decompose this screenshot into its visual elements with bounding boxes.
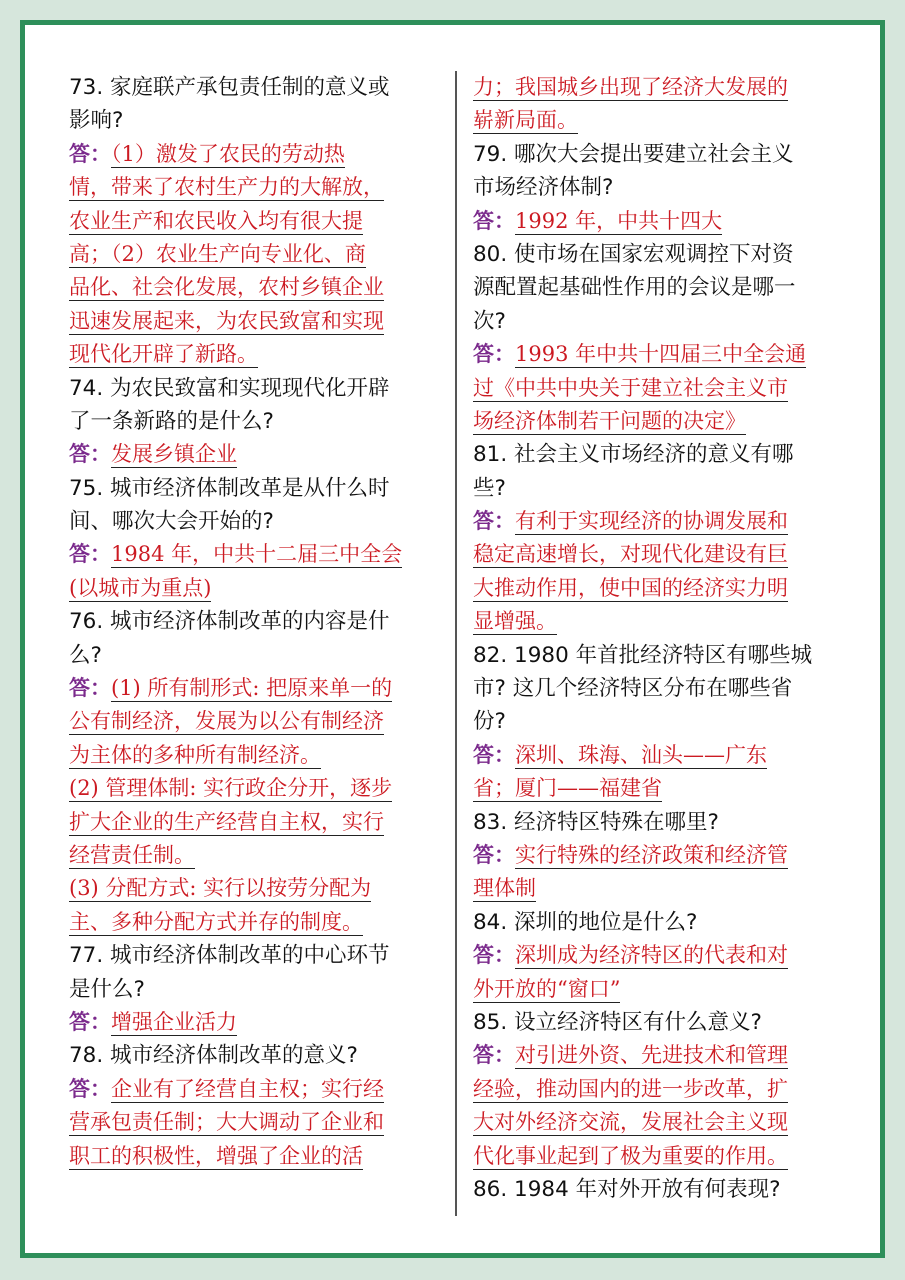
answer-line (69, 338, 457, 371)
answer-text: (以城市为重点) (69, 575, 212, 600)
answer-text: 大推动作用，使中国的经济实力明 (473, 575, 788, 600)
answer-text: 经验，推动国内的进一步改革，扩 (473, 1076, 788, 1101)
question-line (69, 405, 457, 438)
answer-text: 情，带来了农村生产力的大解放， (69, 175, 384, 200)
answer-line (69, 772, 457, 805)
answer-line (473, 372, 861, 405)
answer-text: 营承包责任制；大大调动了企业和 (69, 1110, 384, 1135)
answer-line (69, 238, 457, 271)
answer-text: 实行特殊的经济政策和经济管 (515, 842, 788, 867)
answer-text: 高；（2）农业生产向专业化、商 (69, 241, 366, 266)
question-line (69, 505, 457, 538)
question-text: 84. 深圳的地位是什么? (473, 909, 698, 935)
question-line (473, 271, 861, 304)
answer-line (69, 705, 457, 738)
question-text: 82. 1980 年首批经济特区有哪些城 (473, 642, 813, 668)
answer-text: 有利于实现经济的协调发展和 (515, 509, 788, 534)
answer-line (473, 1073, 861, 1106)
question-text: 么? (69, 642, 102, 668)
answer-line (69, 1106, 457, 1139)
question-line (473, 238, 861, 271)
question-text: 76. 城市经济体制改革的内容是什 (69, 609, 390, 635)
question-text: 74. 为农民致富和实现现代化开辟 (69, 375, 390, 401)
answer-line (69, 672, 457, 705)
question-text: 间、哪次大会开始的? (69, 509, 274, 535)
answer-text: 现代化开辟了新路。 (69, 342, 258, 367)
answer-line (473, 338, 861, 371)
answer-line (69, 839, 457, 872)
answer-line (69, 438, 457, 471)
answer-label: 答： (69, 676, 111, 701)
answer-line (69, 205, 457, 238)
answer-line (69, 171, 457, 204)
answer-line (473, 973, 861, 1006)
answer-line (69, 872, 457, 905)
question-line (69, 372, 457, 405)
question-line (473, 705, 861, 738)
page-sheet (20, 20, 885, 1258)
answer-text: 品化、社会化发展，农村乡镇企业 (69, 275, 384, 300)
question-text: 73. 家庭联产承包责任制的意义或 (69, 75, 390, 100)
question-line (69, 973, 457, 1006)
answer-line (473, 1039, 861, 1072)
answer-line (473, 572, 861, 605)
answer-line (473, 1140, 861, 1173)
answer-text: 对引进外资、先进技术和管理 (515, 1043, 788, 1068)
question-text: 市场经济体制? (473, 175, 614, 201)
answer-line (69, 806, 457, 839)
answer-line (473, 405, 861, 438)
question-text: 83. 经济特区特殊在哪里? (473, 809, 719, 835)
question-text: 80. 使市场在国家宏观调控下对资 (473, 241, 794, 267)
answer-text: 农业生产和农民收入均有很大提 (69, 208, 363, 233)
answer-label: 答： (69, 542, 111, 567)
question-text: 81. 社会主义市场经济的意义有哪 (473, 442, 794, 468)
answer-text: 迅速发展起来，为农民致富和实现 (69, 308, 384, 333)
question-line (473, 472, 861, 505)
question-text: 份? (473, 709, 506, 735)
answer-text: 1992 年，中共十四大 (515, 208, 723, 233)
answer-line (69, 305, 457, 338)
answer-text: (3) 分配方式: 实行以按劳分配为 (69, 876, 372, 901)
answer-text: 1993 年中共十四届三中全会通 (515, 342, 807, 367)
answer-line (473, 505, 861, 538)
answer-text: 理体制 (473, 876, 536, 901)
answer-line (473, 71, 861, 104)
question-line (473, 171, 861, 204)
answer-text: 过《中共中央关于建立社会主义市 (473, 375, 788, 400)
answer-line (473, 605, 861, 638)
question-line (69, 639, 457, 672)
column-divider (455, 71, 457, 1216)
question-text: 86. 1984 年对外开放有何表现? (473, 1176, 781, 1202)
answer-label: 答： (473, 342, 515, 367)
answer-label: 答： (69, 1076, 111, 1101)
answer-label: 答： (69, 442, 111, 467)
answer-line (69, 271, 457, 304)
question-line (473, 639, 861, 672)
answer-text: 显增强。 (473, 609, 557, 634)
question-text: 78. 城市经济体制改革的意义? (69, 1043, 358, 1069)
question-line (473, 1006, 861, 1039)
answer-line (473, 104, 861, 137)
answer-label: 答： (69, 1009, 111, 1034)
answer-line (473, 872, 861, 905)
answer-text: 场经济体制若干问题的决定》 (473, 408, 746, 433)
question-line (69, 1039, 457, 1072)
answer-label: 答： (473, 943, 515, 968)
answer-label: 答： (473, 208, 515, 233)
answer-text: 为主体的多种所有制经济。 (69, 742, 321, 767)
answer-text: 职工的积极性，增强了企业的活 (69, 1143, 363, 1168)
answer-line (69, 906, 457, 939)
question-line (69, 605, 457, 638)
answer-line (473, 205, 861, 238)
answer-line (69, 538, 457, 571)
answer-text: 省；厦门——福建省 (473, 776, 662, 801)
answer-text: 1984 年，中共十二届三中全会 (111, 542, 403, 567)
answer-line (473, 772, 861, 805)
answer-text: 发展乡镇企业 (111, 442, 237, 467)
answer-text: 主、多种分配方式并存的制度。 (69, 909, 363, 934)
question-text: 75. 城市经济体制改革是从什么时 (69, 475, 390, 501)
question-text: 影响? (69, 108, 124, 134)
answer-text: (1) 所有制形式: 把原来单一的 (111, 676, 393, 701)
answer-text: （1）激发了农民的劳动热 (111, 141, 345, 166)
question-line (69, 939, 457, 972)
question-text: 次? (473, 308, 506, 334)
answer-line (473, 1106, 861, 1139)
answer-text: 经营责任制。 (69, 842, 195, 867)
answer-label: 答： (473, 842, 515, 867)
answer-line (69, 572, 457, 605)
question-line (69, 71, 457, 104)
question-line (473, 138, 861, 171)
answer-text: 力；我国城乡出现了经济大发展的 (473, 75, 788, 99)
answer-line (473, 839, 861, 872)
answer-line (69, 1140, 457, 1173)
answer-text: 公有制经济，发展为以公有制经济 (69, 709, 384, 734)
question-text: 是什么? (69, 976, 145, 1002)
answer-line (69, 1006, 457, 1039)
answer-label: 答： (69, 141, 111, 166)
answer-text: 扩大企业的生产经营自主权，实行 (69, 809, 384, 834)
answer-text: 稳定高速增长，对现代化建设有巨 (473, 542, 788, 567)
question-line (69, 472, 457, 505)
question-text: 79. 哪次大会提出要建立社会主义 (473, 141, 794, 167)
question-line (473, 305, 861, 338)
answer-text: 大对外经济交流，发展社会主义现 (473, 1110, 788, 1135)
question-line (473, 672, 861, 705)
question-text: 些? (473, 475, 506, 501)
question-line (69, 104, 457, 137)
answer-label: 答： (473, 1043, 515, 1068)
answer-line (69, 138, 457, 171)
answer-text: 深圳、珠海、汕头——广东 (515, 742, 767, 767)
question-text: 85. 设立经济特区有什么意义? (473, 1009, 762, 1035)
question-line (473, 1173, 861, 1206)
answer-line (69, 739, 457, 772)
left-column (69, 71, 457, 1173)
question-line (473, 906, 861, 939)
answer-text: 代化事业起到了极为重要的作用。 (473, 1143, 788, 1168)
question-text: 源配置起基础性作用的会议是哪一 (473, 275, 796, 301)
answer-text: 外开放的“窗口” (473, 976, 621, 1001)
question-line (473, 806, 861, 839)
answer-line (69, 1073, 457, 1106)
question-text: 市? 这几个经济特区分布在哪些省 (473, 676, 793, 702)
question-text: 了一条新路的是什么? (69, 408, 274, 434)
answer-text: 崭新局面。 (473, 108, 578, 133)
answer-line (473, 538, 861, 571)
right-column (473, 71, 861, 1206)
answer-text: 增强企业活力 (111, 1009, 237, 1034)
answer-text: 企业有了经营自主权；实行经 (111, 1076, 384, 1101)
question-text: 77. 城市经济体制改革的中心环节 (69, 943, 390, 969)
answer-text: 深圳成为经济特区的代表和对 (515, 943, 788, 968)
answer-text: (2) 管理体制: 实行政企分开，逐步 (69, 776, 393, 801)
answer-label: 答： (473, 742, 515, 767)
question-line (473, 438, 861, 471)
answer-line (473, 939, 861, 972)
answer-line (473, 739, 861, 772)
answer-label: 答： (473, 509, 515, 534)
